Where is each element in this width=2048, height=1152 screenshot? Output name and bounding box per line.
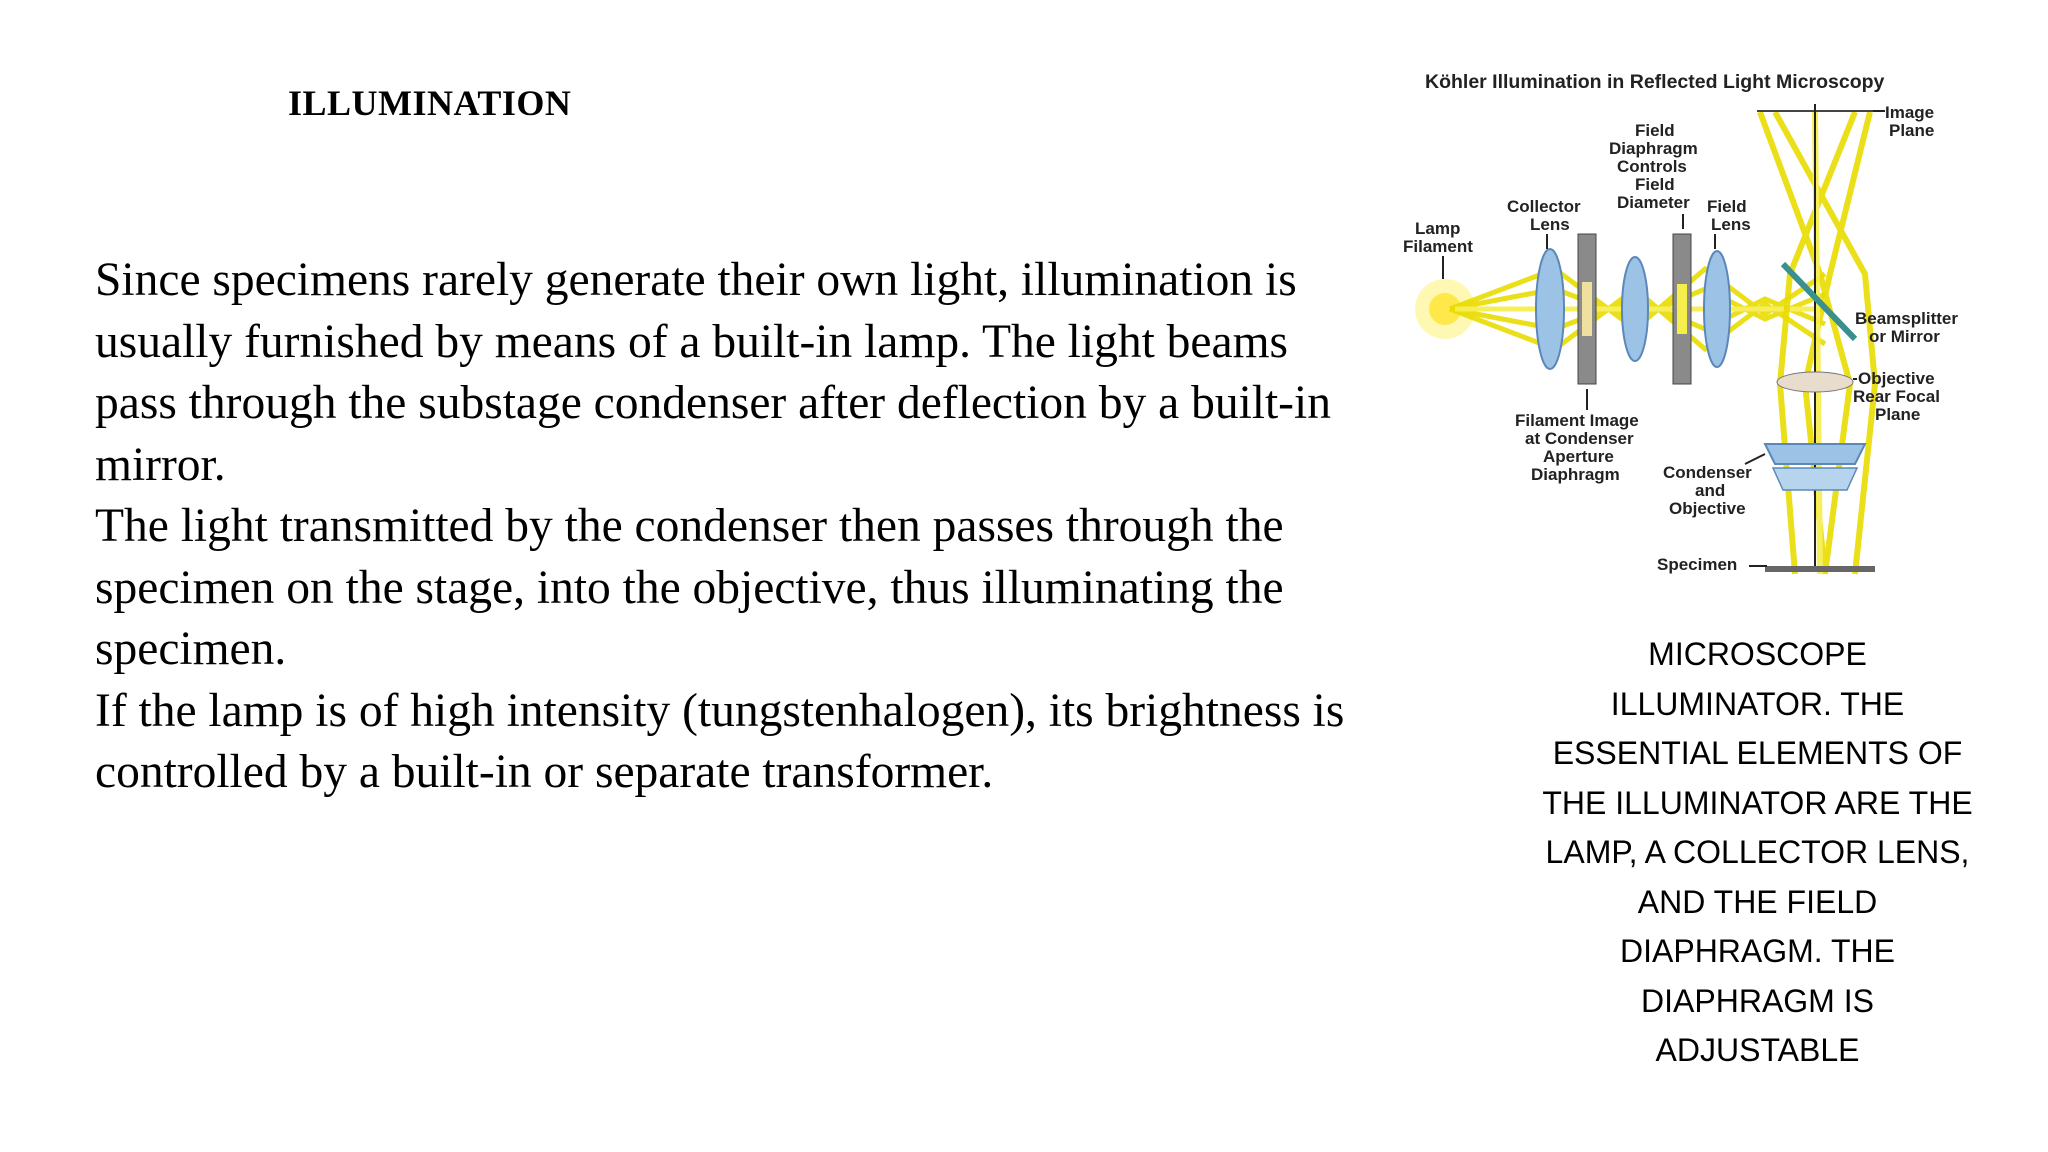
label-filament-image-3: Aperture	[1543, 447, 1614, 466]
label-filament-image-4: Diaphragm	[1531, 465, 1620, 484]
label-objective-rfp-2: Rear Focal	[1853, 387, 1940, 406]
label-image-plane-1: Image	[1885, 103, 1935, 122]
label-condenser-objective-3: Objective	[1669, 499, 1746, 518]
diagram-svg	[1395, 64, 1975, 584]
label-field-diaphragm-3: Controls	[1617, 157, 1687, 176]
paragraph-2: The light transmitted by the condenser then passes through the specimen on the stage, into the objective, thus illuminating the specimen.	[95, 500, 1284, 675]
label-field-lens-2: Lens	[1711, 215, 1751, 234]
label-field-lens-1: Field	[1707, 197, 1747, 216]
field-diaphragm-opening	[1677, 284, 1687, 334]
rear-focal-plane	[1777, 372, 1853, 392]
label-field-diaphragm-1: Field	[1635, 121, 1675, 140]
objective-lens-lower	[1773, 468, 1857, 490]
vertical-beam	[1760, 112, 1875, 574]
body-text	[95, 250, 1355, 804]
condenser-objective-leader	[1745, 454, 1765, 464]
label-condenser-objective-2: and	[1695, 481, 1726, 500]
label-field-diaphragm-4: Field	[1635, 175, 1675, 194]
paragraph-3: If the lamp is of high intensity (tungstenhalogen), its brightness is controlled by a built-in or separate transformer.	[95, 684, 1345, 798]
label-lamp-2: Filament	[1403, 237, 1473, 256]
label-image-plane-2: Plane	[1889, 121, 1935, 140]
label-objective-rfp-1: Objective	[1858, 369, 1935, 388]
diagram-title: Köhler Illumination in Reflected Light Microscopy	[1425, 71, 1885, 93]
label-objective-rfp-3: Plane	[1875, 405, 1921, 424]
figure-caption: MICROSCOPE ILLUMINATOR. THE ESSENTIAL ELEMENTS OF THE ILLUMINATOR ARE THE LAMP, A COLLECTOR LENS, AND THE FIELD DIAPHRAGM. THE DIAPHRAGM IS ADJUSTABLE	[1542, 636, 1973, 1068]
specimen-plane	[1765, 566, 1875, 572]
label-field-diaphragm-2: Diaphragm	[1609, 139, 1698, 158]
slide-title: ILLUMINATION	[288, 83, 572, 123]
label-condenser-objective-1: Condenser	[1663, 463, 1752, 482]
label-field-diaphragm-5: Diameter	[1617, 193, 1690, 212]
aperture-opening	[1582, 282, 1592, 336]
collector-lens	[1536, 249, 1564, 369]
label-lamp-1: Lamp	[1415, 219, 1461, 238]
label-beamsplitter-2: or Mirror	[1869, 327, 1940, 346]
label-collector-2: Lens	[1530, 215, 1570, 234]
condenser-lens	[1622, 257, 1648, 361]
paragraph-1: Since specimens rarely generate their own light, illumination is usually furnished by means of a built-in lamp. The light beams pass through the substage condenser after deflection by a built-in mirror.	[95, 254, 1331, 491]
field-lens	[1704, 251, 1730, 367]
label-filament-image-2: at Condenser	[1525, 429, 1634, 448]
objective-lens	[1765, 444, 1865, 464]
kohler-illumination-diagram	[1395, 64, 1975, 584]
label-specimen: Specimen	[1657, 555, 1738, 574]
label-collector-1: Collector	[1507, 197, 1581, 216]
label-filament-image-1: Filament Image	[1515, 411, 1639, 430]
label-beamsplitter-1: Beamsplitter	[1855, 309, 1958, 328]
